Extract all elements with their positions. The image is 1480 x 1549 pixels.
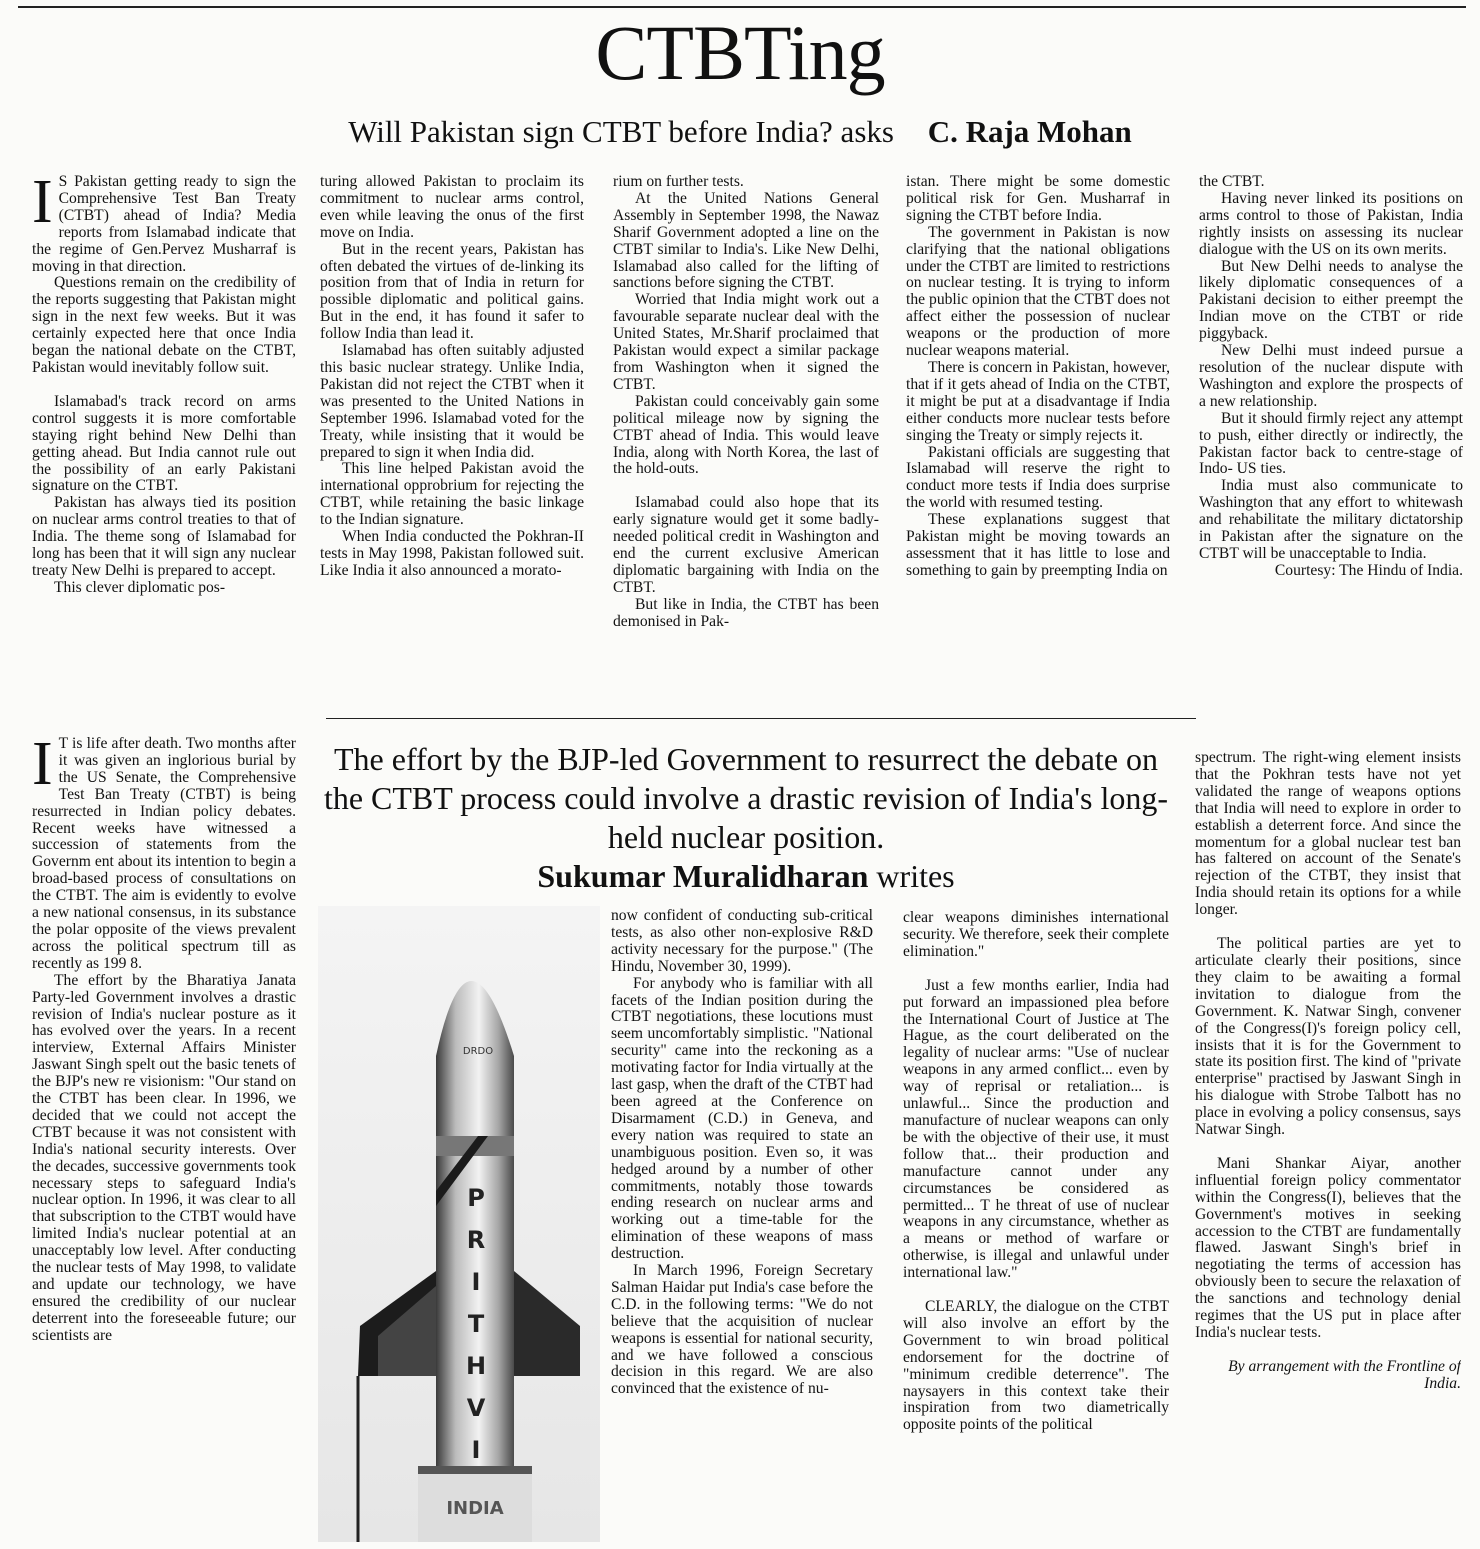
article-divider: [326, 718, 1196, 719]
prithvi-missile-photo: [318, 906, 600, 1542]
article1-paragraph: But like in India, the CTBT has been demonised in Pak-: [613, 595, 879, 630]
article1-paragraph: These explanations suggest that Pakistan might be moving towards an assessment that it has little to lose and something to gain by preempting India on: [906, 511, 1170, 579]
article2-paragraph: Mani Shankar Aiyar, another influential foreign policy commentator within the Congress(I), believes that the Government's motives in seeking accession to the CTBT are fundamentally flawed. Jaswant Singh's brief in negotiating the terms of accession has obviously been to secure the relaxation of the sanctions and technology denial regimes that the US put in place after India's nuclear tests.: [1195, 1154, 1461, 1341]
subtitle: [0, 112, 1480, 152]
page-title: CTBTing: [595, 9, 885, 96]
article1-paragraph: turing allowed Pakistan to proclaim its commitment to nuclear arms control, even while leaving the onus of the first move on India.: [320, 174, 584, 241]
article1-paragraph: The government in Pakistan is now clarifying that the national obligations under the CTBT are limited to restrictions on nuclear testing. It is trying to inform the public opinion that the CTBT does not affect either the possession of nuclear weapons or the production of more nuclear weapons material.: [906, 223, 1170, 360]
article2-paragraph: For anybody who is familiar with all facets of the Indian position during the CTBT negotiations, these locutions must seem uncomfortably simplistic. "National security" came into the reckoning as a motivating factor for India virtually at the last gasp, when the draft of the CTBT had been agreed at the Conference on Disarmament (C.D.) in Geneva, and every nation was required to state an unambiguous position. Even so, it was hedged around by a number of other commitments, notably those towards ending research on nuclear arms and working out a time-table for the elimination of these weapons of mass destruction.: [611, 974, 873, 1263]
article1-paragraph: When India conducted the Pokhran-II tests in May 1998, Pakistan followed suit. Like India it also announced a morato-: [320, 528, 584, 579]
article2-paragraph: clear weapons diminishes international security. We therefore, seek their complete elimination.": [903, 910, 1169, 960]
article1-paragraph: New Delhi must indeed pursue a resolution of the nuclear dispute with Washington and explore the prospects of a new relationship.: [1199, 342, 1463, 410]
article2-paragraph: The effort by the Bharatiya Janata Party-led Government involves a drastic revision of India's nuclear posture as it has evolved over the years. In a recent interview, External Affairs Minister Jaswant Singh spelt out the basic tenets of the BJP's new re visionism: "Our stand on the CTBT has been clear. In 1996, we decided that we could not accept the CTBT because it was not consistent with India's national security interests. Over the decades, successive governments took necessary steps to safeguard India's nuclear option. In 1996, it was clear to all that subscription to the CTBT would have limited India's nuclear potential at an unacceptably low level. After conducting the nuclear tests of May 1998, to validate and update our technology, we have ensured the credibility of our nuclear deterrent into the foreseeable future; our scientists are: [32, 971, 296, 1344]
article1-column-1: [32, 174, 296, 710]
article1-paragraph: Pakistan could conceivably gain some political mileage now by signing the CTBT ahead of India. This would leave India, along with North Korea, the last of the hold-outs.: [613, 392, 879, 478]
missile-letter: H: [465, 1352, 487, 1380]
article1-paragraph: Worried that India might work out a favourable separate nuclear deal with the United States, Mr.Sharif proclaimed that Pakistan would expect a similar package from Washington when it signed the CTBT.: [613, 291, 879, 393]
subtitle-author: C. Raja Mohan: [927, 114, 1132, 149]
article2-paragraph: In March 1996, Foreign Secretary Salman Haidar put India's case before the C.D. in the following terms: "We do not believe that the acquisition of nuclear weapons is essential for national security, and we have followed a conscious decision in this regard. We are also convinced that the existence of nu-: [611, 1262, 873, 1398]
article1-column-4: [906, 174, 1170, 718]
article2-column-1: [32, 736, 296, 1542]
article1-paragraph: Questions remain on the credibility of the reports suggesting that Pakistan might sign in the next few weeks. But it was certainly expected here that once India began the national debate on the CTBT, Pakistan would inevitably follow suit.: [32, 274, 296, 376]
drop-cap: I: [32, 174, 53, 236]
article1-paragraph: This line helped Pakistan avoid the international opprobrium for rejecting the CTBT, while retaining the basic linkage to the Indian signature.: [320, 460, 584, 529]
arrangement-credit: By arrangement with the Frontline of India.: [1228, 1357, 1461, 1392]
article1-paragraph: Having never linked its positions on arms control to those of Pakistan, India rightly insists on assessing its nuclear dialogue with the US on its own merits.: [1199, 189, 1463, 258]
article1-column-3: [613, 174, 879, 712]
article1-paragraph: But in the recent years, Pakistan has often debated the virtues of de-linking its position from that of India in return for possible diplomatic and political gains. But in the end, it has found it safer to follow India than lead it.: [320, 240, 584, 343]
article1-paragraph: Pakistani officials are suggesting that Islamabad will reserve the right to conduct more tests if India does surprise the world with resumed testing.: [906, 443, 1170, 512]
article1-paragraph: This clever diplomatic pos-: [54, 578, 226, 596]
article1-paragraph: the CTBT.: [1199, 174, 1265, 190]
article1-paragraph: There is concern in Pakistan, however, that if it gets ahead of India on the CTBT, it might be put at a disadvantage if India either conducts more nuclear tests before singing the Treaty or simply rejects it.: [906, 358, 1170, 444]
missile-illustration: [318, 906, 600, 1542]
article2-headline: [312, 740, 1180, 896]
article1-paragraph: At the United Nations General Assembly in September 1998, the Nawaz Sharif Government adopted a line on the CTBT similar to India's. Like New Delhi, Islamabad also called for the lifting of sanctions before signing the CTBT.: [613, 189, 879, 292]
missile-letter: T: [467, 1310, 485, 1338]
article1-paragraph: But it should firmly reject any attempt to push, either directly or indirectly, the Pakistan factor back to centre-stage of Indo- US ties.: [1199, 409, 1463, 478]
article1-paragraph: rium on further tests.: [613, 174, 744, 190]
article1-paragraph: I S Pakistan getting ready to sign the Comprehensive Test Ban Treaty (CTBT) ahead of India? Media reports from Islamabad indicate that the regime of Gen.Pervez Musharraf is moving in that direction.: [32, 174, 296, 275]
article1-paragraph: Pakistan has always tied its position on nuclear arms control treaties to that of India. The theme song of Islamabad for long has been that it will sign any nuclear treaty New Delhi is prepared to accept.: [32, 494, 296, 579]
article1-paragraph: Islamabad's track record on arms control suggests it is more comfortable staying right behind New Delhi than getting ahead. But India cannot rule out the possibility of an early Pakistani signature on the CTBT.: [32, 392, 296, 495]
article2-paragraph: CLEARLY, the dialogue on the CTBT will also involve an effort by the Government to win broad political endorsement for the doctrine of "minimum credible deterrence". The naysayers in this context take their inspiration from two diametrically opposite points of the political: [903, 1298, 1169, 1434]
missile-letter: V: [466, 1394, 486, 1422]
courtesy-credit: Courtesy: The Hindu of India.: [1274, 561, 1463, 579]
article2-paragraph: now confident of conducting sub-critical tests, as also other non-explosive R&D activity necessary for the purpose." (The Hindu, November 30, 1999).: [611, 908, 873, 975]
article1-paragraph: But New Delhi needs to analyse the likely diplomatic consequences of a Pakistani decision to either preempt the Indian move on the CTBT or ride piggyback.: [1199, 257, 1463, 343]
missile-letter: P: [467, 1184, 485, 1212]
missile-letter: R: [466, 1226, 486, 1254]
missile-letter: I: [471, 1436, 481, 1464]
article2-writes: writes: [876, 858, 955, 894]
article2-column-4: [903, 910, 1169, 1542]
missile-base-label: INDIA: [446, 1498, 504, 1519]
top-rule: [18, 6, 1466, 8]
article1-paragraph: India must also communicate to Washington that any effort to whitewash and rehabilitate the military dictatorship in Pakistan after the signature on the CTBT will be unacceptable to India.: [1199, 477, 1463, 562]
article2-column-5: [1195, 750, 1461, 1542]
drop-cap: I: [32, 736, 53, 798]
article1-column-5: [1199, 174, 1463, 722]
article2-column-3: [611, 908, 873, 1542]
article1-column-2: [320, 174, 584, 712]
article2-author: Sukumar Muralidharan: [537, 858, 869, 894]
article2-paragraph: I T is life after death. Two months after it was given an inglorious burial by the US Senate, the Comprehensive Test Ban Treaty (CTBT) is being resurrected in Indian policy debates. Recent weeks have witnessed a succession of statements from the Governm ent about its intention to begin a broad-based process of consultations on the CTBT. The aim is evidently to evolve a new national consensus, in its substance the polar opposite of the views prevalent across the political spectrum till as recently as 199 8.: [32, 736, 296, 972]
article2-paragraph: spectrum. The right-wing element insists that the Pokhran tests have not yet validated the range of weapons options that India will need to explore in order to establish a deterrent force. And since the momentum for a global nuclear test ban has faltered on account of the Senate's rejection of the CTBT, they insist that India should retain its options for a while longer.: [1195, 750, 1461, 919]
article1-paragraph: istan. There might be some domestic political risk for Gen. Musharraf in signing the CTBT before India.: [906, 174, 1170, 224]
subtitle-question: Will Pakistan sign CTBT before India? asks: [348, 114, 894, 149]
article1-paragraph: Islamabad has often suitably adjusted this basic nuclear strategy. Unlike India, Pakistan did not reject the CTBT when it was presented to the United Nations in September 1996. Islamabad voted for the Treaty, while insisting that it would be prepared to sign it when India did.: [320, 342, 584, 461]
article1-paragraph: Islamabad could also hope that its early signature would get it some badly-needed political credit in Washington and end the current exclusive American diplomatic bargaining with India on the CTBT.: [613, 494, 879, 596]
article2-paragraph: The political parties are yet to articulate clearly their positions, since they claim to be awaiting a formal invitation to dialogue from the Government. K. Natwar Singh, convener of the Congress(I)'s foreign policy cell, insists that it is for the Government to state its position first. The kind of "private enterprise" practised by Jaswant Singh in his dialogue with Strobe Talbott has no place in evolving a policy consensus, says Natwar Singh.: [1195, 935, 1461, 1139]
article2-paragraph: Just a few months earlier, India had put forward an impassioned plea before the International Court of Justice at The Hague, as the court deliberated on the legality of nuclear arms: "Use of nuclear weapons in any armed conflict... even by way of reprisal or retaliation... is unlawful... Since the production and manufacture of nuclear weapons can only be with the objective of their use, it must follow that... their production and manufacture cannot under any circumstances be considered as permitted... T he threat of use of nuclear weapons in any circumstance, whether as a means or method of warfare or otherwise, is illegal and unlawful under international law.": [903, 976, 1169, 1282]
missile-nose-label: DRDO: [462, 1046, 494, 1057]
missile-letter: I: [471, 1268, 481, 1296]
article2-headline-text: The effort by the BJP-led Government to resurrect the debate on the CTBT process could involve a drastic revision of India's long-held nuclear position.: [323, 741, 1169, 855]
